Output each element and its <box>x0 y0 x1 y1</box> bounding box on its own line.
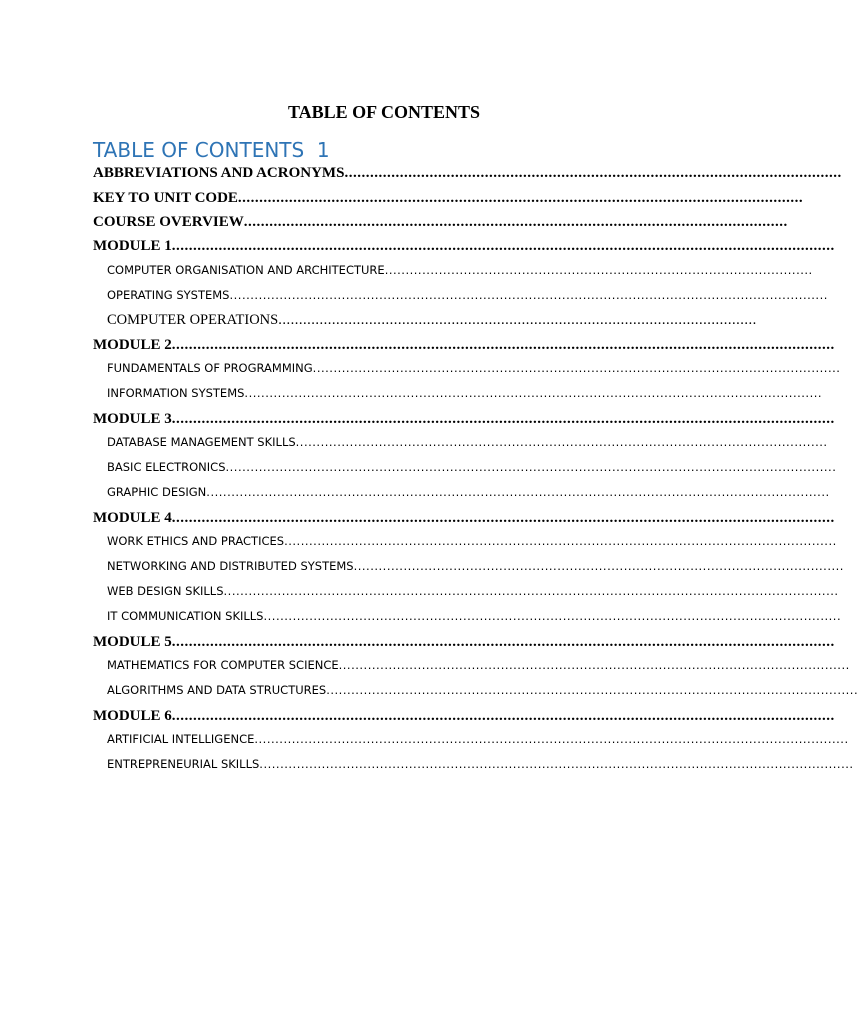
toc-entry-label: ALGORITHMS AND DATA STRUCTURES <box>107 683 327 697</box>
toc-entry-label: FUNDAMENTALS OF PROGRAMMING <box>107 361 313 375</box>
toc-entry-label: MODULE 5 <box>93 634 172 650</box>
toc-leader-dots: ............................................................................................................................................................ <box>171 337 835 353</box>
toc-entry-artificial-intelligence[interactable] <box>107 731 849 747</box>
toc-entry-abbreviations[interactable] <box>93 163 842 183</box>
toc-leader-dots: ................................................................................................................................ <box>243 214 788 230</box>
toc-leader-dots: ................................................................................................................................................ <box>229 288 828 302</box>
toc-entry-label: KEY TO UNIT CODE <box>93 190 238 206</box>
toc-entry-computer-operations[interactable] <box>107 311 757 329</box>
toc-entry-graphic-design[interactable] <box>107 484 830 500</box>
toc-entry-entrepreneurial-skills[interactable] <box>107 756 854 772</box>
toc-entry-label: MODULE 6 <box>93 708 172 724</box>
toc-leader-dots: ................................................................................................................................ <box>295 435 828 449</box>
toc-leader-dots: ............................................................................................................................................... <box>259 757 854 771</box>
toc-entry-module-6[interactable] <box>93 706 835 726</box>
toc-leader-dots: ............................................................................................................................................................ <box>171 634 835 650</box>
toc-entry-course-overview[interactable] <box>93 212 788 232</box>
toc-entry-label: IT COMMUNICATION SKILLS <box>107 609 264 623</box>
toc-leader-dots: .................................................................................................................................................... <box>223 584 839 598</box>
toc-entry-label: INFORMATION SYSTEMS <box>107 386 245 400</box>
toc-entry-computer-organisation[interactable] <box>107 262 813 278</box>
toc-entry-label: MATHEMATICS FOR COMPUTER SCIENCE <box>107 658 339 672</box>
toc-leader-dots: ................................................................................................................................................... <box>225 460 837 474</box>
toc-entry-module-4[interactable] <box>93 508 835 528</box>
toc-leader-dots: ...................................................................................................................................................... <box>206 485 830 499</box>
toc-leader-dots: ............................................................................................................................................................ <box>171 238 835 254</box>
toc-leader-dots: ........................................................................................................................... <box>338 658 850 672</box>
toc-leader-dots: ........................................................................................................................................... <box>263 609 842 623</box>
toc-entry-label: COURSE OVERVIEW <box>93 214 244 230</box>
toc-entry-basic-electronics[interactable] <box>107 459 837 475</box>
toc-leader-dots: ............................................................................................................................................................ <box>171 510 835 526</box>
toc-entry-fundamentals-of-programming[interactable] <box>107 360 841 376</box>
toc-entry-mathematics[interactable] <box>107 657 850 673</box>
toc-leader-dots: ........................................................................................................................................... <box>244 386 823 400</box>
toc-leader-dots: ............................................................................................................................................................ <box>171 708 835 724</box>
toc-leader-dots: ............................................................................................................................................... <box>254 732 849 746</box>
toc-entry-work-ethics[interactable] <box>107 533 837 549</box>
toc-entry-label: OPERATING SYSTEMS <box>107 288 230 302</box>
toc-entry-label: COMPUTER ORGANISATION AND ARCHITECTURE <box>107 263 385 277</box>
toc-entry-networking[interactable] <box>107 558 844 574</box>
toc-leader-dots: ............................................................................................................................... <box>312 361 841 375</box>
toc-entry-module-1[interactable] <box>93 236 835 256</box>
toc-entry-label: BASIC ELECTRONICS <box>107 460 226 474</box>
toc-leader-dots: ..................................................................................................................... <box>344 165 842 181</box>
toc-entry-label: ENTREPRENEURIAL SKILLS <box>107 757 260 771</box>
toc-entry-label: GRAPHIC DESIGN <box>107 485 207 499</box>
page-title: TABLE OF CONTENTS <box>287 102 481 122</box>
toc-leader-dots: ................................................................................................................................ <box>326 683 858 697</box>
toc-entry-information-systems[interactable] <box>107 385 823 401</box>
toc-leader-dots: ...................................................................................................................... <box>353 559 844 573</box>
toc-entry-algorithms[interactable] <box>107 682 858 698</box>
toc-entry-module-2[interactable] <box>93 335 835 355</box>
toc-entry-key-to-unit-code[interactable] <box>93 188 804 208</box>
toc-entry-database-management[interactable] <box>107 434 828 450</box>
toc-entry-web-design[interactable] <box>107 583 839 599</box>
toc-entry-label: ARTIFICIAL INTELLIGENCE <box>107 732 255 746</box>
toc-entry-label: MODULE 1 <box>93 238 172 254</box>
toc-entry-label: MODULE 2 <box>93 337 172 353</box>
toc-leader-dots: ..................................................................................................................................... <box>237 190 804 206</box>
toc-entry-it-communication[interactable] <box>107 608 842 624</box>
toc-leader-dots: ............................................................................................................................................................ <box>171 411 835 427</box>
toc-entry-label: DATABASE MANAGEMENT SKILLS <box>107 435 296 449</box>
toc-entry-label: WORK ETHICS AND PRACTICES <box>107 534 285 548</box>
toc-leader-dots: ....................................................................................................... <box>384 263 813 277</box>
toc-entry-module-5[interactable] <box>93 632 835 652</box>
toc-entry-label: WEB DESIGN SKILLS <box>107 584 224 598</box>
toc-entry-label: MODULE 3 <box>93 411 172 427</box>
toc-entry-label: COMPUTER OPERATIONS <box>107 312 279 328</box>
toc-heading-link[interactable]: TABLE OF CONTENTS 1 <box>93 138 330 162</box>
toc-entry-operating-systems[interactable] <box>107 287 828 303</box>
toc-leader-dots: ..................................................................................................................................... <box>284 534 837 548</box>
toc-entry-label: ABBREVIATIONS AND ACRONYMS <box>93 165 345 181</box>
toc-entry-module-3[interactable] <box>93 409 835 429</box>
toc-leader-dots: .................................................................................................................... <box>278 312 757 328</box>
toc-entry-label: MODULE 4 <box>93 510 172 526</box>
toc-entry-label: NETWORKING AND DISTRIBUTED SYSTEMS <box>107 559 354 573</box>
